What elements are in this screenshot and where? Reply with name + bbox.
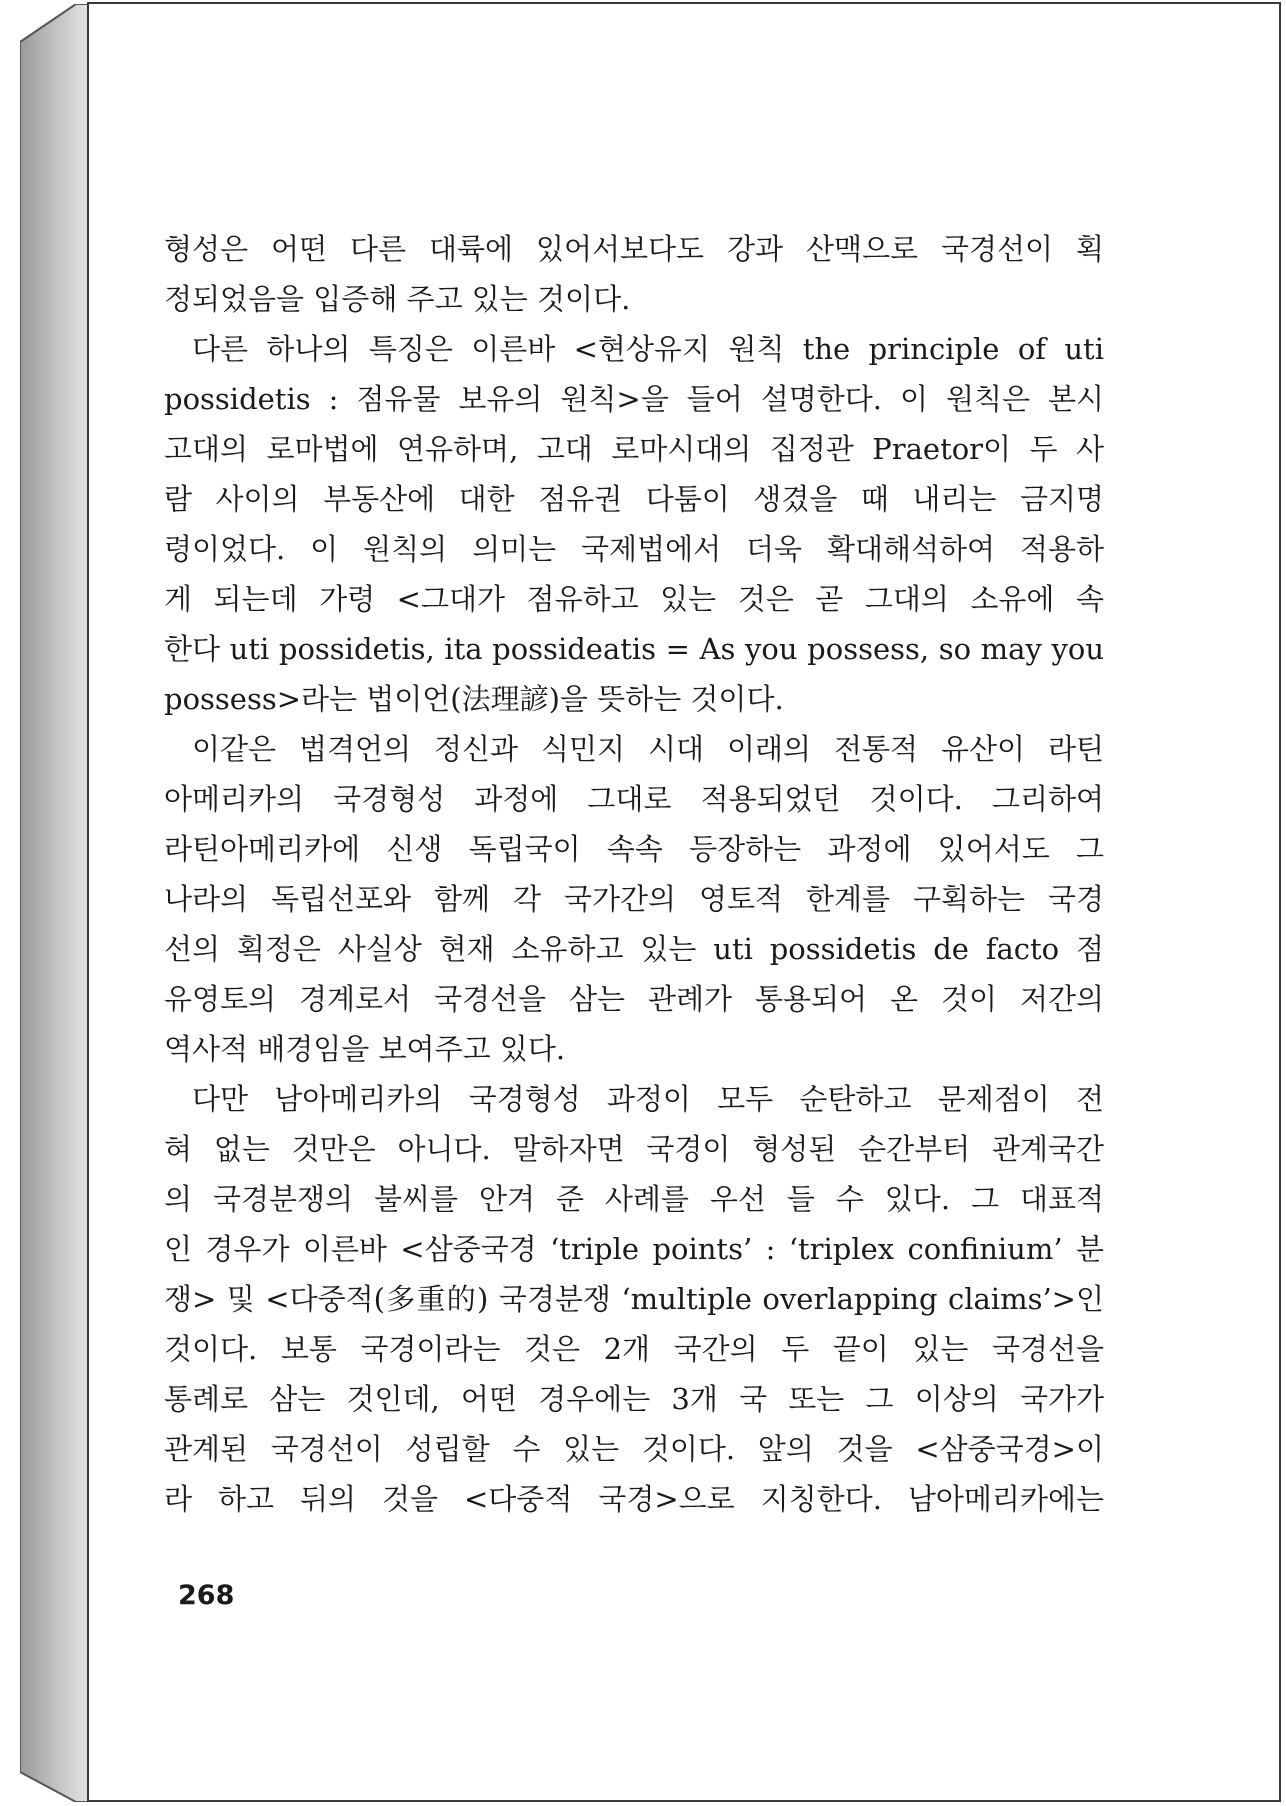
text-line: 나라의 독립선포와 함께 각 국가간의 영토적 한계를 구획하는 국경: [164, 882, 1104, 916]
text-line: 다른 하나의 특징은 이른바 <현상유지 원칙 the principle of uti: [192, 332, 1104, 366]
text-line: possess>라는 법이언(法理諺)을 뜻하는 것이다.: [164, 682, 784, 716]
text-line: 것이다. 보통 국경이라는 것은 2개 국간의 두 끝이 있는 국경선을: [164, 1332, 1104, 1366]
text-line: 관계된 국경선이 성립할 수 있는 것이다. 앞의 것을 <삼중국경>이: [164, 1432, 1104, 1466]
text-line: 람 사이의 부동산에 대한 점유권 다툼이 생겼을 때 내리는 금지명: [164, 482, 1104, 516]
book-page-edge: [20, 4, 90, 1802]
text-line: 령이었다. 이 원칙의 의미는 국제법에서 더욱 확대해석하여 적용하: [164, 532, 1104, 566]
text-line: 인 경우가 이른바 <삼중국경 ‘triple points’ : ‘triplex confinium’ 분: [164, 1232, 1104, 1266]
text-line: 한다 uti possidetis, ita possideatis = As you possess, so may you: [164, 632, 1104, 666]
text-line: 아메리카의 국경형성 과정에 그대로 적용되었던 것이다. 그리하여: [164, 782, 1104, 816]
page-number: 268: [178, 1580, 235, 1611]
text-line: 이같은 법격언의 정신과 식민지 시대 이래의 전통적 유산이 라틴: [192, 732, 1104, 766]
text-line: 고대의 로마법에 연유하며, 고대 로마시대의 집정관 Praetor이 두 사: [164, 432, 1104, 466]
text-line: possidetis : 점유물 보유의 원칙>을 들어 설명한다. 이 원칙은 본시: [164, 382, 1104, 416]
text-line: 유영토의 경계로서 국경선을 삼는 관례가 통용되어 온 것이 저간의: [164, 982, 1104, 1016]
text-line: 쟁> 및 <다중적(多重的) 국경분쟁 ‘multiple overlapping claims’>인: [164, 1282, 1104, 1316]
text-line: 라 하고 뒤의 것을 <다중적 국경>으로 지칭한다. 남아메리카에는: [164, 1482, 1104, 1516]
body-text: [164, 224, 1104, 1524]
text-line: 혀 없는 것만은 아니다. 말하자면 국경이 형성된 순간부터 관계국간: [164, 1132, 1104, 1166]
text-line: 형성은 어떤 다른 대륙에 있어서보다도 강과 산맥으로 국경선이 획: [164, 232, 1104, 266]
text-line: 정되었음을 입증해 주고 있는 것이다.: [164, 282, 631, 316]
text-line: 선의 획정은 사실상 현재 소유하고 있는 uti possidetis de facto 점: [164, 932, 1104, 966]
text-line: 역사적 배경임을 보여주고 있다.: [164, 1032, 566, 1066]
text-line: 의 국경분쟁의 불씨를 안겨 준 사례를 우선 들 수 있다. 그 대표적: [164, 1182, 1104, 1216]
text-line: 다만 남아메리카의 국경형성 과정이 모두 순탄하고 문제점이 전: [192, 1082, 1104, 1116]
page-edge-shading: [20, 4, 90, 1802]
text-line: 라틴아메리카에 신생 독립국이 속속 등장하는 과정에 있어서도 그: [164, 832, 1104, 866]
text-line: 통례로 삼는 것인데, 어떤 경우에는 3개 국 또는 그 이상의 국가가: [164, 1382, 1104, 1416]
text-line: 게 되는데 가령 <그대가 점유하고 있는 것은 곧 그대의 소유에 속: [164, 582, 1104, 616]
